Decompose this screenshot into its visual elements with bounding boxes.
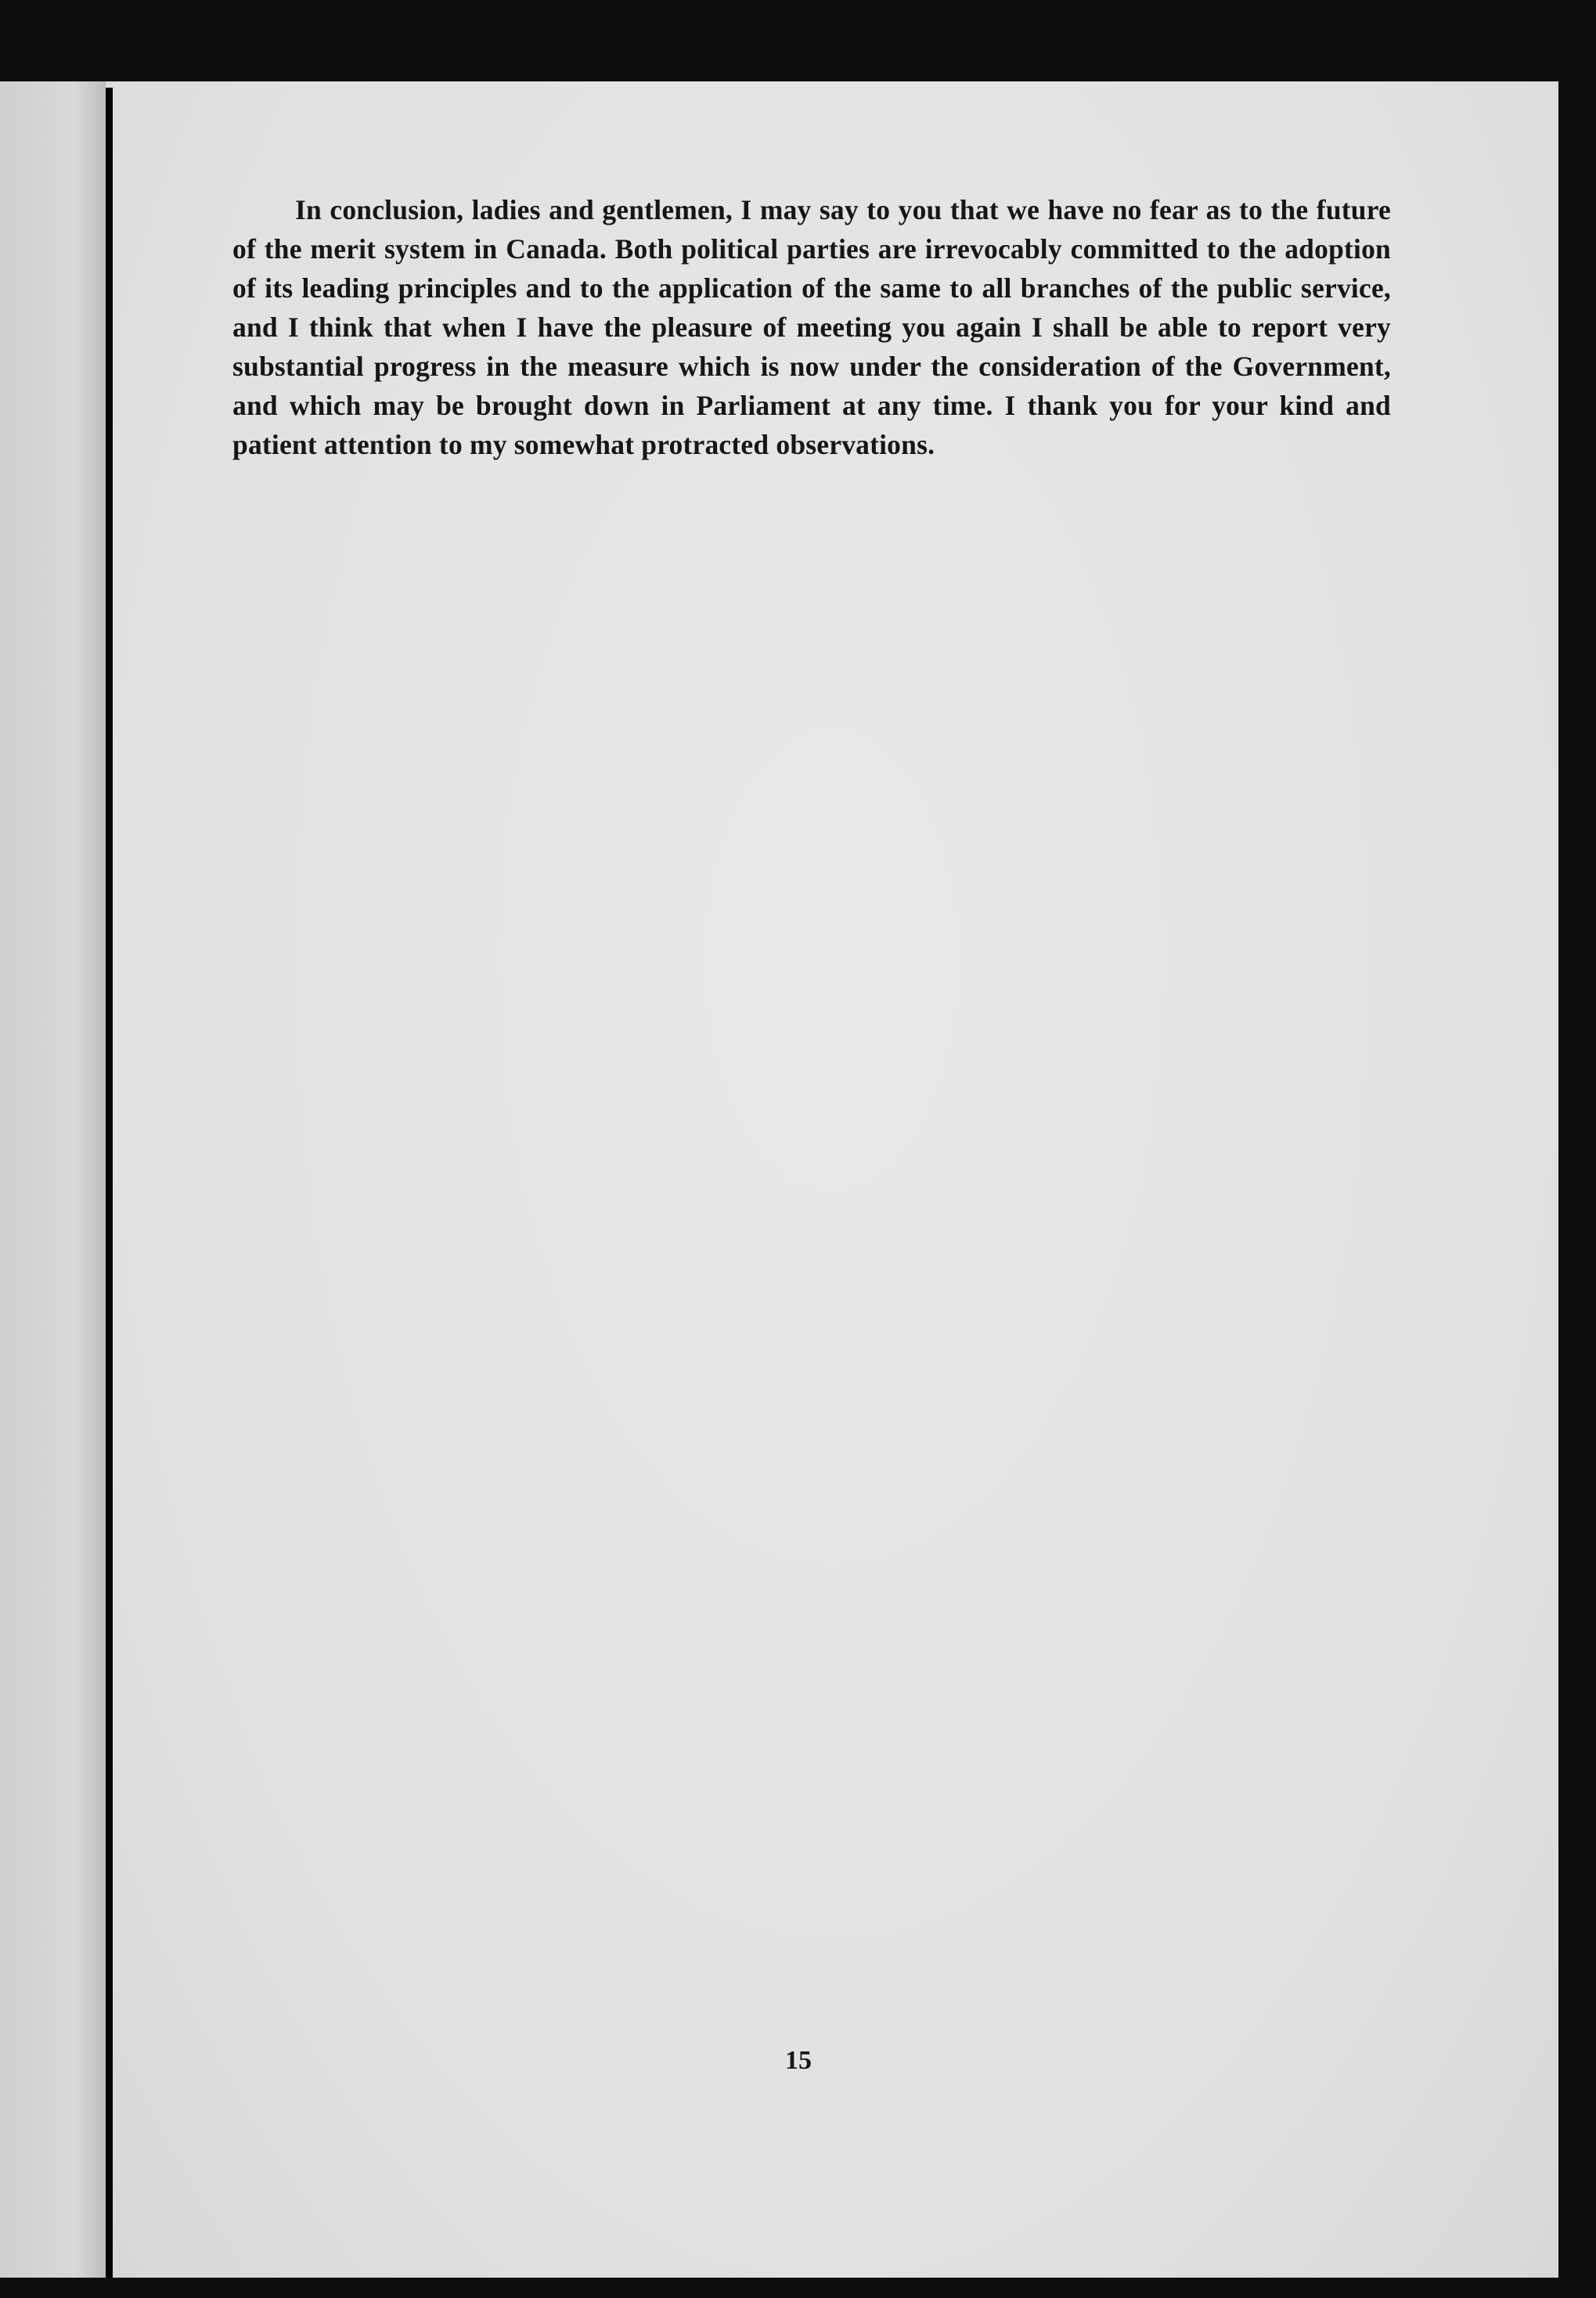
scan-border-right	[1558, 0, 1596, 2298]
facing-page-edge	[0, 81, 106, 2278]
scan-border-bottom	[0, 2278, 1596, 2298]
scan-border-top	[0, 0, 1596, 81]
page-number: 15	[785, 2046, 812, 2075]
body-paragraph: In conclusion, ladies and gentlemen, I may say to you that we have no fear as to the future of the merit system in Canada. Both political parties are irrevocably committed to the adoption of its leading principles and to the application of the same to all branches of the public service, and I think that when I have the pleasure of meeting you again I shall be able to report very substantial progress in the measure which is now under the consideration of the Government, and which may be brought down in Parliament at any time. I thank you for your kind and patient attention to my somewhat protracted observations.	[232, 194, 1391, 460]
binding-edge	[106, 88, 113, 2279]
